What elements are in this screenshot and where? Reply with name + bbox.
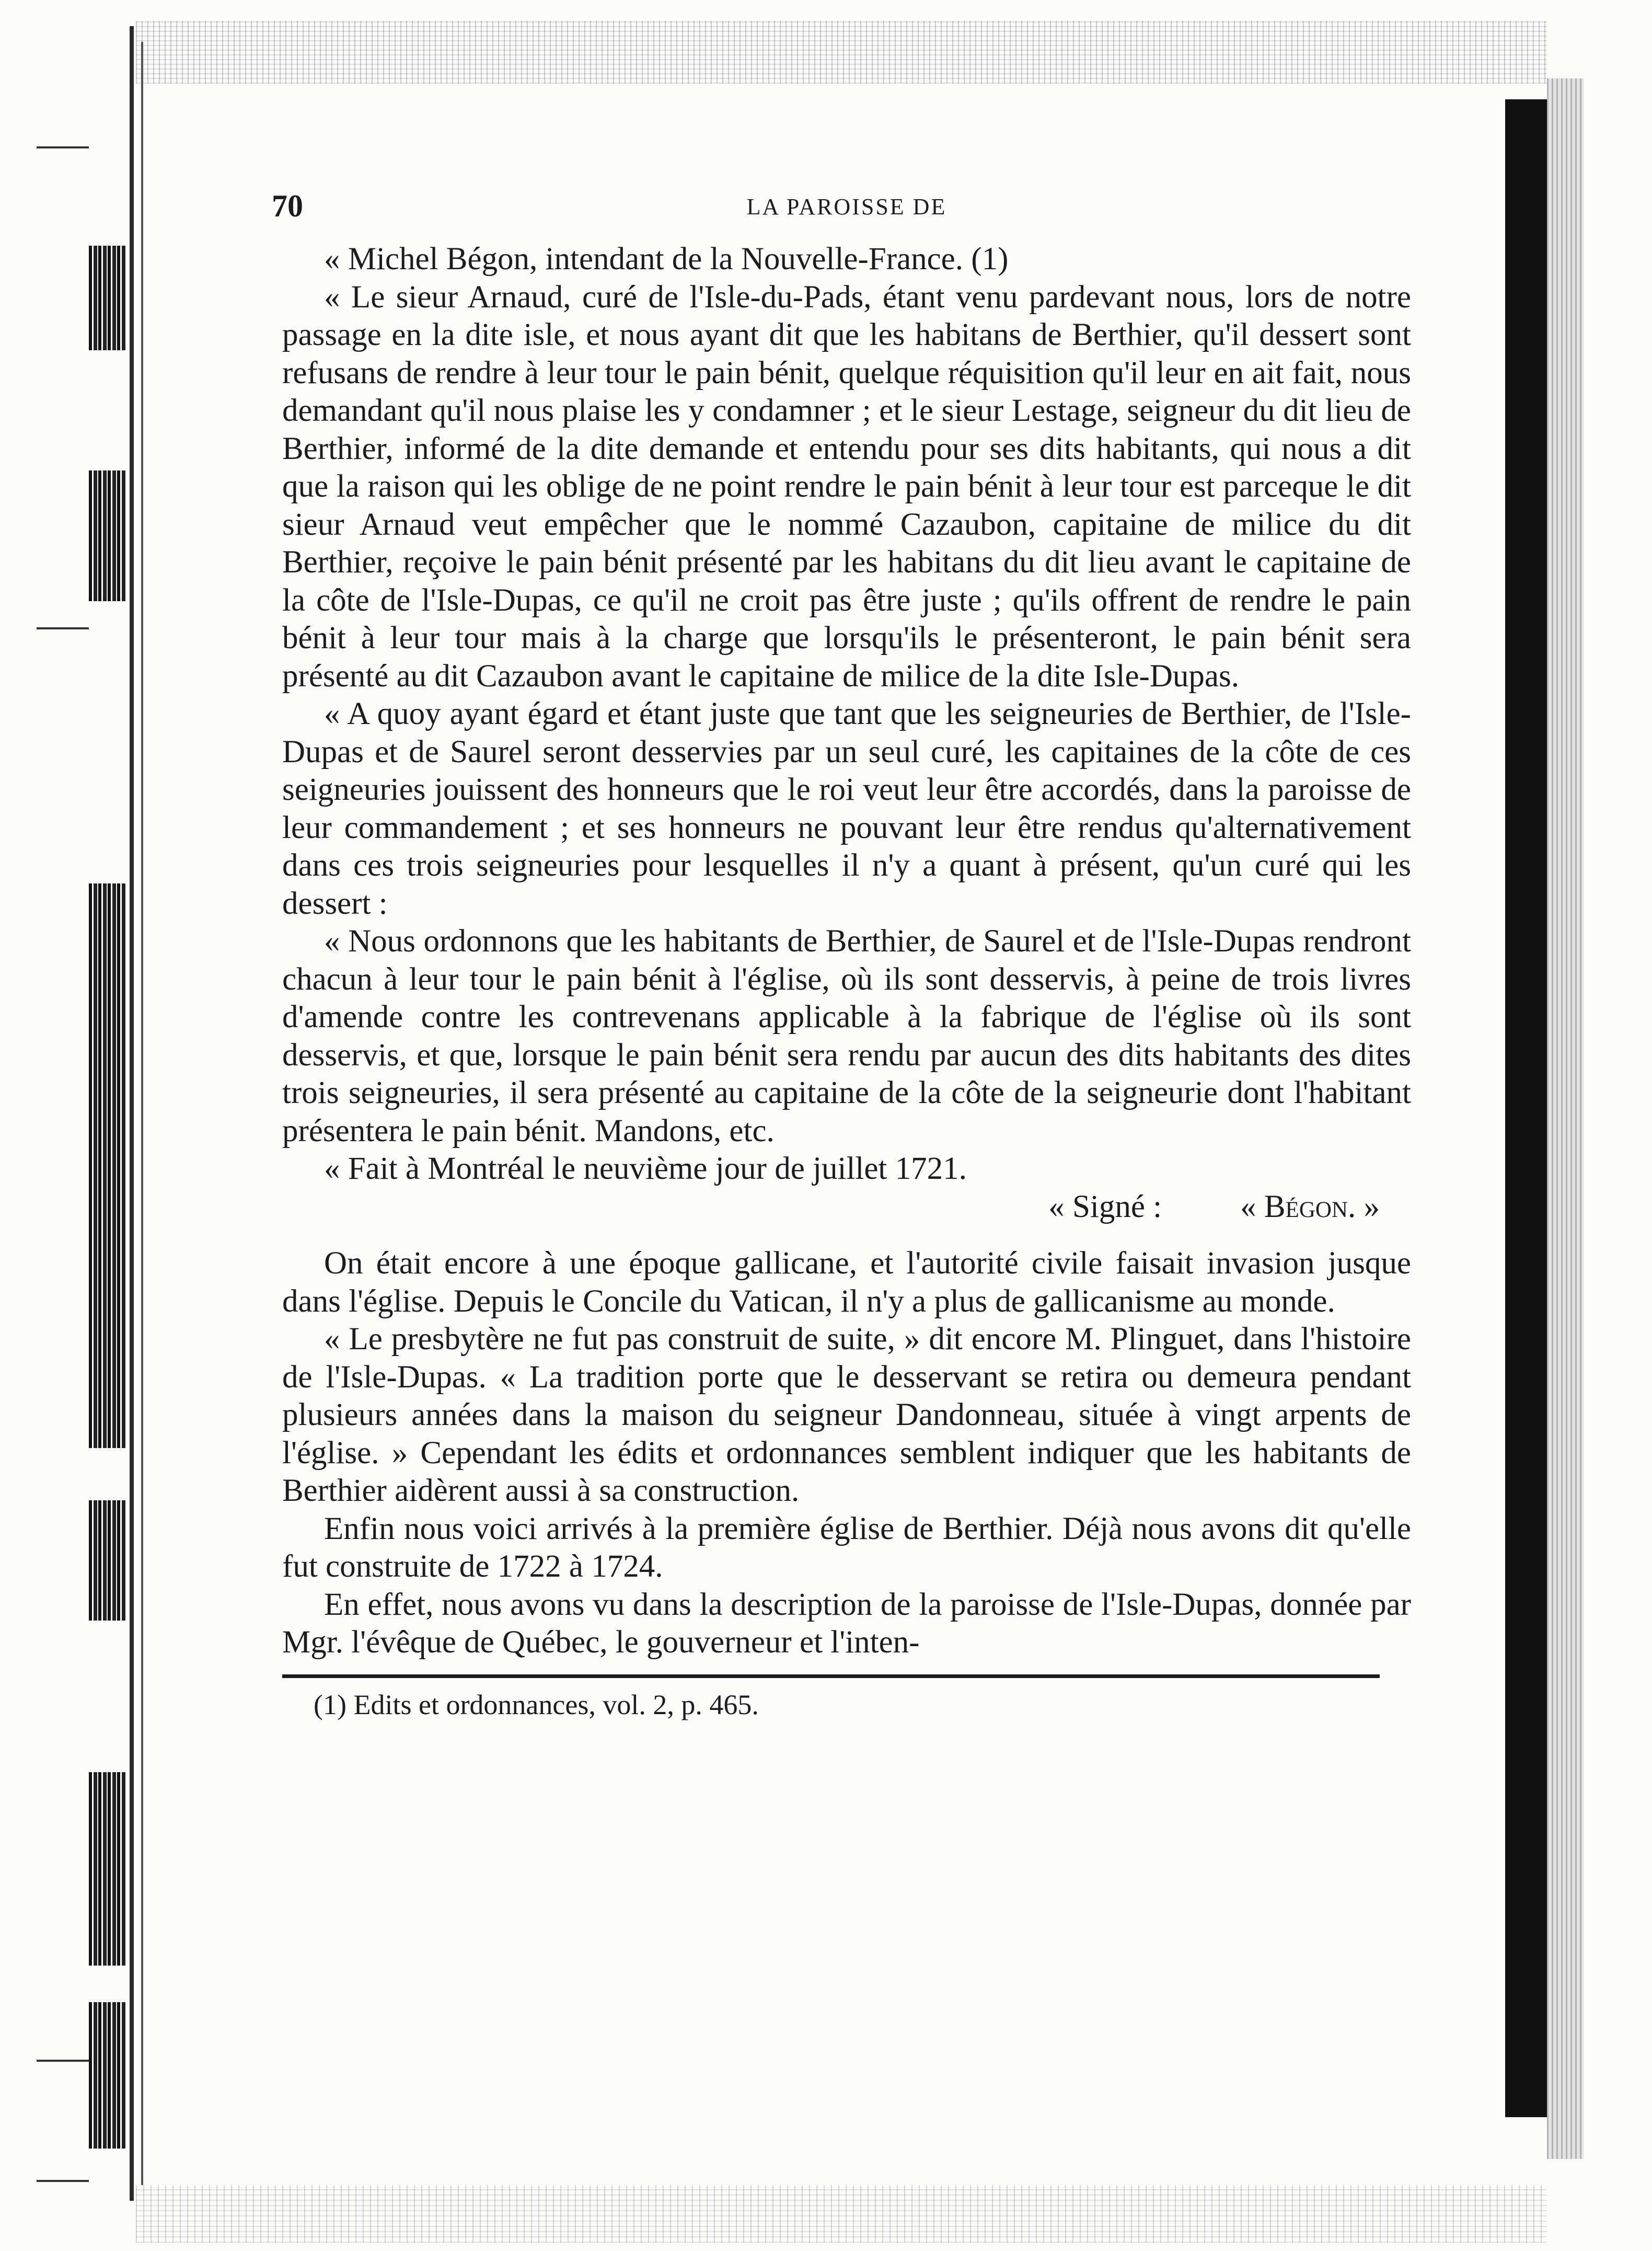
signature-signed: « Signé : (1048, 1189, 1162, 1224)
page-number: 70 (272, 189, 303, 223)
footnote-rule (282, 1674, 1380, 1678)
page-content (272, 188, 1411, 1721)
page-header (272, 188, 1411, 240)
running-head: LA PAROISSE DE (746, 194, 947, 220)
paragraph: « Le presbytère ne fut pas construit de suite, » dit encore M. Plinguet, dans l'histoire de l'Isle-Dupas. « La tradition porte que le desservant se retira ou demeura pendant plusieurs années dans la maison du seigneur Dandonneau, située à vingt arpents de l'église. » Cependant les édits et ordonnances semblent indiquer que les habitants de Berthier aidèrent aussi à sa construction. (282, 1322, 1411, 1508)
paragraph: « Le sieur Arnaud, curé de l'Isle-du-Pads, étant venu pardevant nous, lors de notre passage en la dite isle, et nous ayant dit que les habitans de Berthier, qu'il dessert sont refusans de rendre à leur tour le pain bénit, quelque réquisition qu'il leur en ait fait, nous demandant qu'il nous plaise les y condamner ; et le sieur Lestage, seigneur du dit lieu de Berthier, informé de la dite demande et entendu pour ses dits habitants, qui nous a dit que la raison qui les oblige de ne point rendre le pain bénit à leur tour est parceque le dit sieur Arnaud veut empêcher que le nommé Cazaubon, capitaine de milice du dit Berthier, reçoive le pain bénit présenté par les habitans du dit lieu avant le capitaine de la côte de l'Isle-Dupas, ce qu'il ne croit pas être juste ; qu'ils offrent de rendre le pain bénit à leur tour mais à la charge que lorsqu'ils le présenteront, le pain bénit sera présenté au dit Cazaubon avant le capitaine de milice de la dite Isle-Dupas. (282, 279, 1411, 694)
page-spine (1505, 99, 1547, 2117)
paragraph: « Michel Bégon, intendant de la Nouvelle-France. (1) (324, 242, 1009, 277)
binding-edge-line-inner (141, 42, 143, 2185)
binding-mark (89, 246, 125, 350)
page-spine-shadow (1547, 78, 1584, 2159)
footnote: (1) Edits et ordonnances, vol. 2, p. 465. (314, 1689, 759, 1720)
section-gap (282, 1226, 1411, 1245)
body-text (282, 240, 1411, 1662)
signature-name: « Bégon. » (1240, 1189, 1380, 1224)
paragraph: Enfin nous voici arrivés à la première église de Berthier. Déjà nous avons dit qu'elle fut construite de 1722 à 1724. (282, 1511, 1411, 1584)
scan-noise-bottom (136, 2185, 1547, 2243)
margin-tick (37, 2180, 89, 2182)
margin-tick (37, 627, 89, 629)
margin-tick (37, 2060, 89, 2062)
paragraph: En effet, nous avons vu dans la description de la paroisse de l'Isle-Dupas, donnée par Mgr. l'évêque de Québec, le gouverneur et l'inten- (282, 1587, 1411, 1660)
binding-edge-line (130, 26, 134, 2201)
binding-mark (89, 1772, 125, 1966)
margin-tick (37, 146, 89, 148)
binding-mark (89, 1500, 125, 1621)
binding-mark (89, 883, 125, 1448)
scan-noise-top (136, 21, 1547, 84)
signature-line (282, 1188, 1411, 1226)
paragraph: On était encore à une époque gallicane, et l'autorité civile faisait invasion jusque dans l'église. Depuis le Concile du Vatican, il n'y a plus de gallicanisme au monde. (282, 1246, 1411, 1319)
binding-mark (89, 470, 125, 601)
paragraph: « Fait à Montréal le neuvième jour de juillet 1721. (324, 1151, 967, 1186)
paragraph: « A quoy ayant égard et étant juste que tant que les seigneuries de Berthier, de l'Isle-Dupas et de Saurel seront desservies par un seul curé, les capitaines de la côte de ces seigneuries jouissent des honneurs que le roi veut leur être accordés, dans la paroisse de leur commandement ; et ses honneurs ne pouvant leur être rendus qu'alternativement dans ces trois seigneuries pour lesquelles il n'y a quant à présent, qu'un curé qui les dessert : (282, 696, 1411, 921)
binding-mark (89, 2002, 125, 2149)
paragraph: « Nous ordonnons que les habitants de Berthier, de Saurel et de l'Isle-Dupas rendront chacun à leur tour le pain bénit à l'église, où ils sont desservis, à peine de trois livres d'amende contre les contrevenans applicable à la fabrique de l'église où ils sont desservis, et que, lorsque le pain bénit sera rendu par aucun des dits habitants des dites trois seigneuries, il sera présenté au capitaine de la côte de la seigneurie dont l'habitant présentera le pain bénit. Mandons, etc. (282, 924, 1411, 1149)
